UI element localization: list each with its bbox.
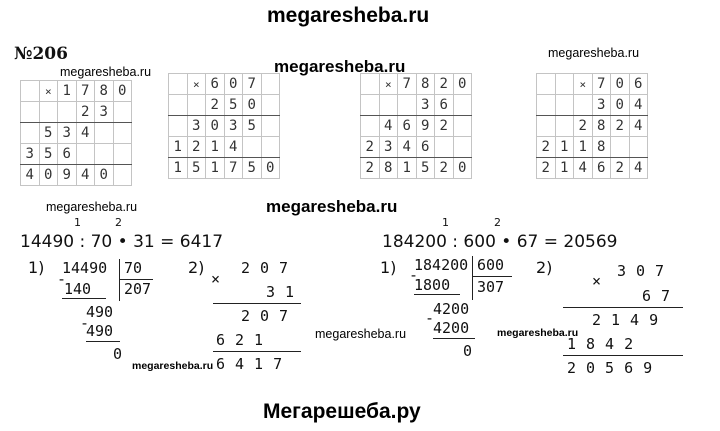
grid-row <box>537 74 648 95</box>
grid-cell <box>261 95 280 116</box>
grid-cell: 2 <box>435 74 454 95</box>
grid-cell <box>261 74 280 95</box>
watermark-work-left: megaresheba.ru <box>132 360 214 372</box>
grid-cell: 1 <box>555 137 574 158</box>
multiply-rule-2 <box>213 351 301 352</box>
watermark-mid-left: megaresheba.ru <box>46 200 138 214</box>
grid-cell: 3 <box>592 95 611 116</box>
division-divisor: 70 <box>124 259 143 277</box>
division-minus-3: - <box>409 266 419 284</box>
grid-cell: 4 <box>398 137 417 158</box>
grid-cell <box>611 137 630 158</box>
grid-cell: 2 <box>435 158 454 179</box>
grid-cell: × <box>39 81 58 102</box>
grid-cell <box>113 144 132 165</box>
grid-cell <box>21 123 40 144</box>
task-number: №206 <box>14 44 68 64</box>
expression-1: 14490 : 70 • 31 = 6417 <box>20 232 224 252</box>
grid-cell <box>261 116 280 137</box>
grid-cell: 3 <box>379 137 398 158</box>
grid-cell: 1 <box>555 158 574 179</box>
grid-cell: 5 <box>224 95 243 116</box>
grid-cell <box>95 123 114 144</box>
grid-cell: 0 <box>206 116 225 137</box>
grid-cell: 6 <box>435 95 454 116</box>
grid-cell <box>555 116 574 137</box>
grid-cell <box>537 95 556 116</box>
grid-cell <box>555 95 574 116</box>
grid-cell: 2 <box>206 95 225 116</box>
grid-cell: 2 <box>361 158 380 179</box>
grid-cell: 2 <box>537 137 556 158</box>
division-rule-3 <box>414 294 460 295</box>
multiply-rule-3 <box>563 307 683 308</box>
grid-row <box>21 165 132 186</box>
grid-cell: 4 <box>76 165 95 186</box>
grid-cell: × <box>379 74 398 95</box>
grid-cell <box>453 116 472 137</box>
grid-cell <box>361 74 380 95</box>
grid-cell: 7 <box>224 158 243 179</box>
division-subtrahend-4: 4200 <box>433 319 470 337</box>
grid-cell: 7 <box>243 74 262 95</box>
multiply-sign-2: × <box>592 272 602 290</box>
grid-cell: 4 <box>21 165 40 186</box>
grid-cell: 7 <box>592 74 611 95</box>
grid-cell: 2 <box>611 158 630 179</box>
grid-cell: 9 <box>416 116 435 137</box>
division-subtrahend-3: 1800 <box>414 276 451 294</box>
partial-1: 207 <box>241 307 299 325</box>
watermark-work-right: megaresheba.ru <box>497 327 579 339</box>
grid-cell <box>398 95 417 116</box>
grid-cell: 8 <box>416 74 435 95</box>
grid-cell: 2 <box>361 137 380 158</box>
grid-cell <box>169 74 188 95</box>
grid-row <box>537 116 648 137</box>
grid-cell: 5 <box>39 144 58 165</box>
grid-cell: 8 <box>592 137 611 158</box>
grid-cell: 5 <box>187 158 206 179</box>
grid-cell <box>95 144 114 165</box>
grid-cell <box>379 95 398 116</box>
multiplication-grid-1 <box>20 80 132 186</box>
grid-row <box>361 137 472 158</box>
grid-cell: 7 <box>76 81 95 102</box>
grid-cell: 3 <box>416 95 435 116</box>
division-quotient-2: 307 <box>477 278 505 296</box>
multiplication-grid-4 <box>536 73 648 179</box>
order-mark-4: 2 <box>494 216 501 229</box>
grid-cell <box>21 102 40 123</box>
grid-cell <box>537 74 556 95</box>
grid-row <box>169 116 280 137</box>
watermark-grid-center: megaresheba.ru <box>274 57 406 76</box>
header-watermark: megaresheba.ru <box>267 4 430 27</box>
division-dividend-2: 184200 <box>414 256 469 274</box>
division-minus-2: - <box>80 314 90 332</box>
grid-cell: 5 <box>243 116 262 137</box>
grid-cell: 1 <box>398 158 417 179</box>
grid-row <box>361 116 472 137</box>
division-remainder-1: 490 <box>86 303 114 321</box>
grid-cell: 9 <box>58 165 77 186</box>
grid-cell: 8 <box>592 116 611 137</box>
division-minus-4: - <box>425 309 435 327</box>
grid-cell <box>555 74 574 95</box>
grid-cell: 1 <box>206 137 225 158</box>
grid-cell <box>574 95 593 116</box>
multiplication-grid-2 <box>168 73 280 179</box>
division-divisor-2: 600 <box>477 256 505 274</box>
grid-cell <box>113 123 132 144</box>
grid-cell: × <box>574 74 593 95</box>
grid-cell: 6 <box>398 116 417 137</box>
grid-cell: 6 <box>416 137 435 158</box>
grid-row <box>169 158 280 179</box>
watermark-top-right: megaresheba.ru <box>548 46 640 60</box>
partial-1-2: 2149 <box>592 311 669 329</box>
grid-row <box>169 137 280 158</box>
grid-cell: 2 <box>611 116 630 137</box>
order-mark-2: 2 <box>115 216 122 229</box>
grid-row <box>537 95 648 116</box>
grid-cell: 5 <box>243 158 262 179</box>
grid-cell: 6 <box>206 74 225 95</box>
grid-cell: 0 <box>261 158 280 179</box>
grid-cell <box>435 137 454 158</box>
grid-cell <box>76 144 95 165</box>
division-subtrahend-2: 490 <box>86 322 114 340</box>
grid-row <box>21 123 132 144</box>
factor-1: 207 <box>241 259 299 277</box>
product: 6417 <box>216 355 293 373</box>
grid-cell: 6 <box>58 144 77 165</box>
grid-row <box>169 74 280 95</box>
step-1-label: 1) <box>28 258 45 277</box>
division-quotient: 207 <box>124 280 152 298</box>
division-remainder: 0 <box>113 345 123 363</box>
grid-cell: 0 <box>453 74 472 95</box>
grid-cell: 2 <box>537 158 556 179</box>
grid-cell <box>629 137 648 158</box>
grid-cell: 5 <box>416 158 435 179</box>
grid-cell: 1 <box>206 158 225 179</box>
grid-cell: 0 <box>453 158 472 179</box>
grid-cell: 6 <box>592 158 611 179</box>
division-rule-4 <box>433 338 475 339</box>
grid-cell: 2 <box>76 102 95 123</box>
grid-cell: 0 <box>243 95 262 116</box>
grid-cell: 2 <box>187 137 206 158</box>
order-mark-3: 1 <box>442 216 449 229</box>
step-2-label-2: 2) <box>536 258 553 277</box>
grid-cell: 6 <box>629 74 648 95</box>
grid-cell <box>169 95 188 116</box>
grid-cell: 0 <box>113 81 132 102</box>
grid-row <box>361 74 472 95</box>
grid-cell <box>113 165 132 186</box>
partial-2: 621 <box>216 331 274 349</box>
grid-cell: 4 <box>629 116 648 137</box>
grid-cell: 2 <box>574 116 593 137</box>
grid-cell: 4 <box>629 95 648 116</box>
grid-cell: 5 <box>39 123 58 144</box>
watermark-work-center: megaresheba.ru <box>315 327 407 341</box>
grid-cell: 3 <box>58 123 77 144</box>
grid-cell: 4 <box>574 158 593 179</box>
grid-cell <box>453 95 472 116</box>
grid-cell: 4 <box>379 116 398 137</box>
division-bar-2 <box>472 256 473 300</box>
grid-cell <box>21 81 40 102</box>
division-subtrahend-1: 140 <box>64 280 92 298</box>
grid-cell: 4 <box>224 137 243 158</box>
footer-watermark: Мегарешеба.ру <box>263 400 421 423</box>
grid-cell: 8 <box>95 81 114 102</box>
grid-cell: × <box>187 74 206 95</box>
partial-2-2: 1842 <box>567 335 644 353</box>
grid-row <box>21 81 132 102</box>
order-mark-1: 1 <box>74 216 81 229</box>
multiplication-grid-3 <box>360 73 472 179</box>
grid-cell: 3 <box>224 116 243 137</box>
grid-cell: 1 <box>169 158 188 179</box>
factor-2: 31 <box>266 283 305 301</box>
factor-2-2: 67 <box>642 287 681 305</box>
grid-cell <box>113 102 132 123</box>
watermark-grid-left: megaresheba.ru <box>60 65 152 79</box>
grid-cell: 1 <box>58 81 77 102</box>
product-2: 20569 <box>567 359 663 377</box>
grid-cell <box>39 102 58 123</box>
grid-cell <box>361 95 380 116</box>
multiply-rule-4 <box>563 355 683 356</box>
grid-row <box>361 158 472 179</box>
grid-row <box>537 158 648 179</box>
division-minus: - <box>57 270 67 288</box>
grid-row <box>361 95 472 116</box>
grid-cell: 2 <box>435 116 454 137</box>
grid-cell: 3 <box>95 102 114 123</box>
grid-row <box>21 144 132 165</box>
division-rule-2 <box>86 341 120 342</box>
grid-cell: 3 <box>21 144 40 165</box>
division-remainder-2: 0 <box>463 342 473 360</box>
grid-cell: 3 <box>187 116 206 137</box>
multiply-rule-1 <box>213 303 301 304</box>
grid-cell: 1 <box>169 137 188 158</box>
grid-cell: 0 <box>95 165 114 186</box>
grid-cell: 4 <box>629 158 648 179</box>
grid-cell: 7 <box>398 74 417 95</box>
grid-cell: 0 <box>224 74 243 95</box>
grid-cell <box>261 137 280 158</box>
grid-cell: 4 <box>76 123 95 144</box>
grid-cell <box>58 102 77 123</box>
factor-1-2: 307 <box>617 262 675 280</box>
step-2-label: 2) <box>188 258 205 277</box>
grid-cell: 1 <box>574 137 593 158</box>
division-dividend: 14490 <box>62 259 108 277</box>
grid-cell: 8 <box>379 158 398 179</box>
watermark-mid-center: megaresheba.ru <box>266 197 398 216</box>
step-1-label-2: 1) <box>380 258 397 277</box>
division-remainder-3: 4200 <box>433 300 470 318</box>
grid-cell <box>361 116 380 137</box>
grid-cell <box>537 116 556 137</box>
grid-cell: 0 <box>39 165 58 186</box>
division-rule-1 <box>62 298 106 299</box>
grid-cell <box>243 137 262 158</box>
grid-cell: 0 <box>611 74 630 95</box>
grid-row <box>169 95 280 116</box>
grid-cell <box>453 137 472 158</box>
grid-row <box>21 102 132 123</box>
multiply-sign: × <box>211 270 221 288</box>
grid-cell: 0 <box>611 95 630 116</box>
grid-cell <box>187 95 206 116</box>
grid-row <box>537 137 648 158</box>
grid-cell <box>169 116 188 137</box>
expression-2: 184200 : 600 • 67 = 20569 <box>382 232 618 252</box>
